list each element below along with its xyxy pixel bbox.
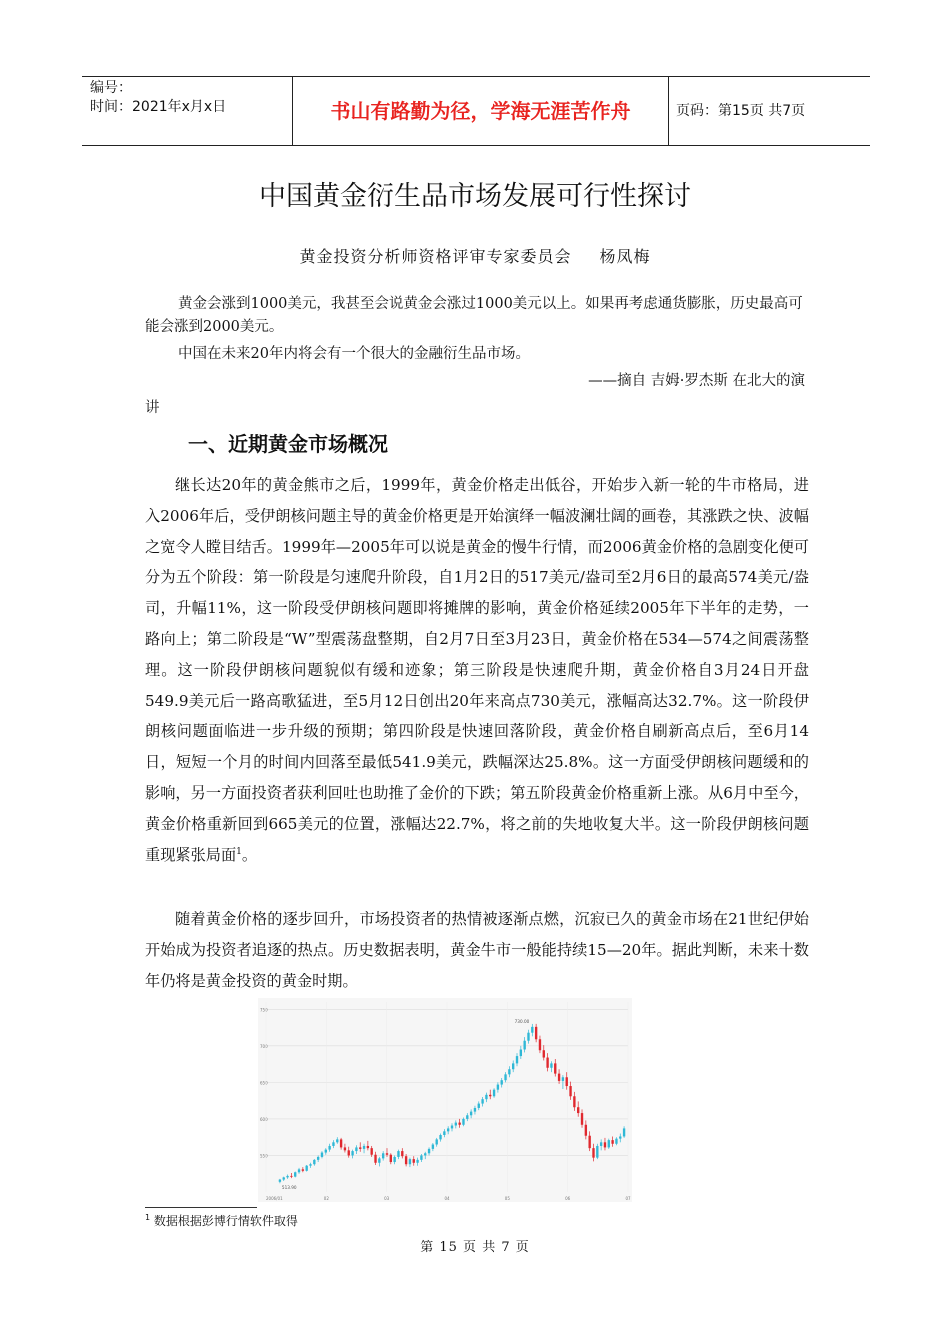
candle-body (447, 1128, 449, 1131)
candle-body (558, 1074, 560, 1081)
quote-line-2: 中国在未来20年内将会有一个很大的金融衍生品市场。 (178, 346, 530, 362)
candle-body (611, 1140, 613, 1144)
candle-body (294, 1172, 296, 1176)
author-org: 黄金投资分析师资格评审专家委员会 (299, 247, 572, 266)
page-footer: 第 15 页 共 7 页 (420, 1240, 530, 1255)
annotation-high: 730.00 (514, 1018, 530, 1024)
candle-body (546, 1058, 548, 1068)
candle-body (286, 1176, 288, 1177)
candle-body (600, 1142, 602, 1146)
candle-body (497, 1085, 499, 1090)
candle-body (321, 1153, 323, 1157)
candle-body (543, 1050, 545, 1057)
candle-body (481, 1099, 483, 1103)
y-tick-label: 750 (260, 1007, 268, 1013)
serial-label: 编号： (90, 80, 132, 96)
candle-body (569, 1086, 571, 1096)
candle-body (382, 1153, 384, 1158)
candle-body (493, 1090, 495, 1097)
y-tick-label: 550 (260, 1153, 268, 1159)
candle-body (577, 1107, 579, 1113)
x-tick-label: 05 (504, 1196, 510, 1201)
candle-body (344, 1147, 346, 1150)
x-tick-label: 07 (625, 1196, 631, 1201)
candle-body (439, 1135, 441, 1139)
header-page-info: 页码：第15页 共7页 (676, 103, 806, 119)
candle-body (588, 1136, 590, 1148)
candle-body (474, 1108, 476, 1112)
candle-body (512, 1063, 514, 1069)
candle-body (317, 1157, 319, 1160)
candle-body (298, 1169, 300, 1172)
y-tick-label: 650 (260, 1080, 268, 1086)
candle-body (523, 1041, 525, 1050)
candle-body (359, 1147, 361, 1148)
candle-body (340, 1139, 342, 1147)
candle-body (573, 1096, 575, 1107)
quote-line-1: 黄金会涨到1000美元，我甚至会说黄金会涨过1000美元以上。如果再考虑通货膨胀，历史最高可能会涨到2000美元。 (145, 296, 803, 335)
candlestick-chart-svg (258, 998, 632, 1202)
paragraph-1-text: 继长达20年的黄金熊市之后，1999年，黄金价格走出低谷，开始步入新一轮的牛市格局，进入2006年后，受伊朗核问题主导的黄金价格更是开始演绎一幅波澜壮阔的画卷，其涨跌之快、波幅之宽令人瞠目结舌。1999年—2005年可以说是黄金的慢牛行情，而2006黄金价格的急剧变化便可分为五个阶段：第一阶段是匀速爬升阶段，自1月2日的517美元/盎司至2月6日的最高574美元/盎司，升幅11%，这一阶段受伊朗核问题即将摊牌的影响，黄金价格延续2005年下半年的走势，一路向上；第二阶段是“W”型震荡盘整期，自2月7日至3月23日，黄金价格在534—574之间震荡整理。这一阶段伊朗核问题貌似有缓和迹象；第三阶段是快速爬升期，黄金价格自3月24日开盘549.9美元后一路高歌猛进，至5月12日创出20年来高点730美元，涨幅高达32.7%。这一阶段伊朗核问题面临进一步升级的预期；第四阶段是快速回落阶段，黄金价格自刷新高点后，至6月14日，短短一个月的时间内回落至最低541.9美元，跌幅深达25.8%。这一方面受伊朗核问题缓和的影响，另一方面投资者获利回吐也助推了金价的下跌；第五阶段黄金价格重新上涨。从6月中至今，黄金价格重新回到665美元的位置，涨幅达22.7%，将之前的失地收复大半。这一阶段伊朗核问题重现紧张局面 (145, 476, 809, 864)
candle-body (596, 1146, 598, 1158)
candle-body (478, 1104, 480, 1108)
candle-body (283, 1177, 285, 1179)
time-label: 时间：2021年x月x日 (90, 99, 227, 115)
author-name: 杨凤梅 (599, 247, 651, 266)
candle-body (305, 1166, 307, 1171)
x-tick-label: 06 (565, 1196, 571, 1201)
candle-body (455, 1123, 457, 1126)
candle-body (409, 1159, 411, 1164)
candle-body (393, 1157, 395, 1162)
candle-body (302, 1169, 304, 1170)
candle-body (619, 1136, 621, 1138)
author-line (0, 244, 950, 267)
candle-body (436, 1139, 438, 1144)
candle-body (466, 1115, 468, 1119)
candle-body (527, 1033, 529, 1041)
candle-body (489, 1095, 491, 1096)
page-header (82, 76, 870, 146)
x-tick-label: 04 (444, 1196, 450, 1201)
candle-body (443, 1131, 445, 1135)
footnote-text: 数据根据彭博行情软件取得 (153, 1214, 298, 1228)
candle-body (390, 1155, 392, 1162)
paragraph-1-end: 。 (241, 845, 258, 864)
x-tick-label: 02 (323, 1196, 329, 1201)
candle-body (374, 1155, 376, 1163)
candle-body (581, 1113, 583, 1125)
candle-body (328, 1146, 330, 1150)
candle-body (508, 1069, 510, 1074)
candle-body (520, 1050, 522, 1057)
candle-body (348, 1150, 350, 1155)
quote-source: ——摘自 吉姆·罗杰斯 在北大的演 (588, 373, 805, 389)
candle-body (470, 1112, 472, 1116)
candle-body (501, 1080, 503, 1084)
candle-body (550, 1063, 552, 1067)
candle-body (516, 1056, 518, 1063)
x-tick-label: 2006/01 (266, 1196, 283, 1201)
header-motto: 书山有路勤为径，学海无涯苦作舟 (292, 77, 669, 145)
candle-body (428, 1149, 430, 1153)
candle-body (363, 1146, 365, 1149)
header-meta (90, 79, 226, 117)
candle-body (504, 1074, 506, 1080)
footnote-ref[interactable]: 1 (236, 846, 242, 857)
candle-body (485, 1095, 487, 1099)
candle-body (405, 1156, 407, 1164)
candle-body (309, 1164, 311, 1165)
candle-body (432, 1145, 434, 1149)
candle-body (562, 1077, 564, 1081)
candle-body (351, 1151, 353, 1155)
candle-body (367, 1146, 369, 1148)
candle-body (313, 1160, 315, 1164)
candle-body (451, 1126, 453, 1129)
section-heading: 一、近期黄金市场概况 (188, 432, 388, 456)
candle-body (531, 1027, 533, 1033)
footnote-mark: 1 (145, 1213, 151, 1222)
footnote-divider (145, 1207, 257, 1208)
candle-body (416, 1160, 418, 1163)
document-title: 中国黄金衍生品市场发展可行性探讨 (259, 181, 691, 212)
candle-body (535, 1027, 537, 1039)
gold-price-chart (258, 998, 632, 1202)
annotation-low: 513.90 (281, 1184, 297, 1190)
candle-body (592, 1148, 594, 1158)
quote-source-tail: 讲 (145, 400, 160, 416)
candle-body (397, 1151, 399, 1157)
candle-body (623, 1128, 625, 1136)
candle-body (332, 1142, 334, 1146)
candle-body (290, 1176, 292, 1177)
candle-body (539, 1039, 541, 1050)
candle-body (279, 1180, 281, 1182)
body-paragraph-1 (145, 470, 809, 870)
y-tick-label: 700 (260, 1043, 268, 1049)
candle-body (458, 1123, 460, 1125)
candle-body (401, 1151, 403, 1156)
candle-body (325, 1150, 327, 1153)
candle-body (386, 1153, 388, 1154)
candle-body (413, 1159, 415, 1163)
candle-body (355, 1147, 357, 1151)
footnote (145, 1212, 298, 1229)
candle-body (462, 1119, 464, 1125)
candle-body (420, 1155, 422, 1159)
candle-body (378, 1158, 380, 1162)
candle-body (604, 1142, 606, 1147)
candle-body (424, 1153, 426, 1155)
candle-body (615, 1139, 617, 1144)
candle-body (608, 1140, 610, 1147)
candle-body (566, 1077, 568, 1086)
body-paragraph-2: 随着黄金价格的逐步回升，市场投资者的热情被逐渐点燃，沉寂已久的黄金市场在21世纪伊始开始成为投资者追逐的热点。历史数据表明，黄金牛市一般能持续15—20年。据此判断，未来十数年仍将是黄金投资的黄金时期。 (145, 910, 809, 990)
candle-body (554, 1063, 556, 1073)
candle-body (585, 1125, 587, 1136)
candle-body (336, 1139, 338, 1142)
x-tick-label: 03 (384, 1196, 390, 1201)
candle-body (371, 1148, 373, 1155)
y-tick-label: 600 (260, 1116, 268, 1122)
